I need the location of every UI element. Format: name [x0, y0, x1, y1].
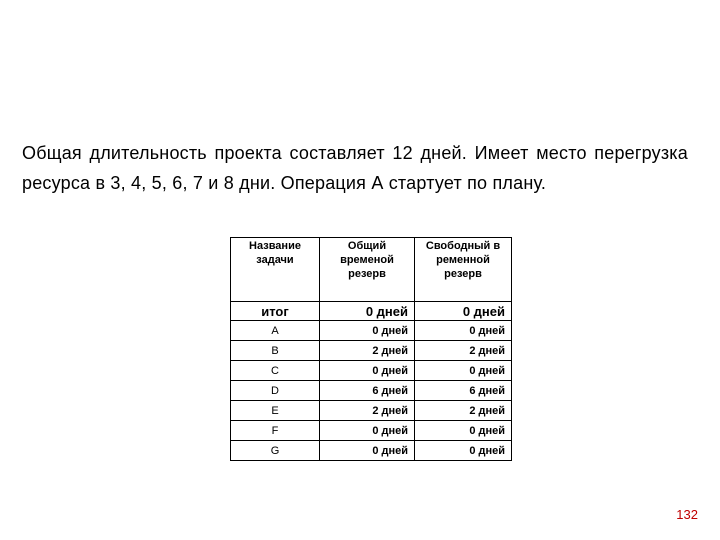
total-slack: 0 дней — [320, 441, 415, 461]
header-task-name: Название задачи — [231, 238, 320, 302]
table-row — [231, 361, 512, 381]
table-row — [231, 441, 512, 461]
task-name: C — [231, 361, 320, 381]
task-name: итог — [231, 302, 320, 321]
task-name: G — [231, 441, 320, 461]
total-slack: 0 дней — [320, 361, 415, 381]
free-slack: 0 дней — [415, 321, 512, 341]
free-slack: 0 дней — [415, 302, 512, 321]
table-row — [231, 401, 512, 421]
free-slack: 2 дней — [415, 341, 512, 361]
task-name: D — [231, 381, 320, 401]
task-name: A — [231, 321, 320, 341]
table-row — [231, 341, 512, 361]
total-slack: 6 дней — [320, 381, 415, 401]
table-row — [231, 421, 512, 441]
task-name: E — [231, 401, 320, 421]
table-header-row — [231, 238, 512, 302]
free-slack: 0 дней — [415, 421, 512, 441]
header-total-slack: Общий временой резерв — [320, 238, 415, 302]
total-slack: 0 дней — [320, 302, 415, 321]
total-slack: 0 дней — [320, 321, 415, 341]
slack-table — [230, 237, 512, 461]
table-row — [231, 381, 512, 401]
total-slack: 2 дней — [320, 341, 415, 361]
total-slack: 0 дней — [320, 421, 415, 441]
free-slack: 2 дней — [415, 401, 512, 421]
task-name: F — [231, 421, 320, 441]
free-slack: 6 дней — [415, 381, 512, 401]
free-slack: 0 дней — [415, 441, 512, 461]
page-number: 132 — [676, 507, 698, 522]
body-paragraph: Общая длительность проекта составляет 12 дней. Имеет место перегрузка ресурса в 3, 4, 5, 6, 7 и 8 дни. Операция А стартует по плану. — [22, 143, 688, 193]
task-name: B — [231, 341, 320, 361]
header-free-slack: Свободный в ременной резерв — [415, 238, 512, 302]
total-slack: 2 дней — [320, 401, 415, 421]
free-slack: 0 дней — [415, 361, 512, 381]
table-row — [231, 321, 512, 341]
table-row-total — [231, 302, 512, 321]
